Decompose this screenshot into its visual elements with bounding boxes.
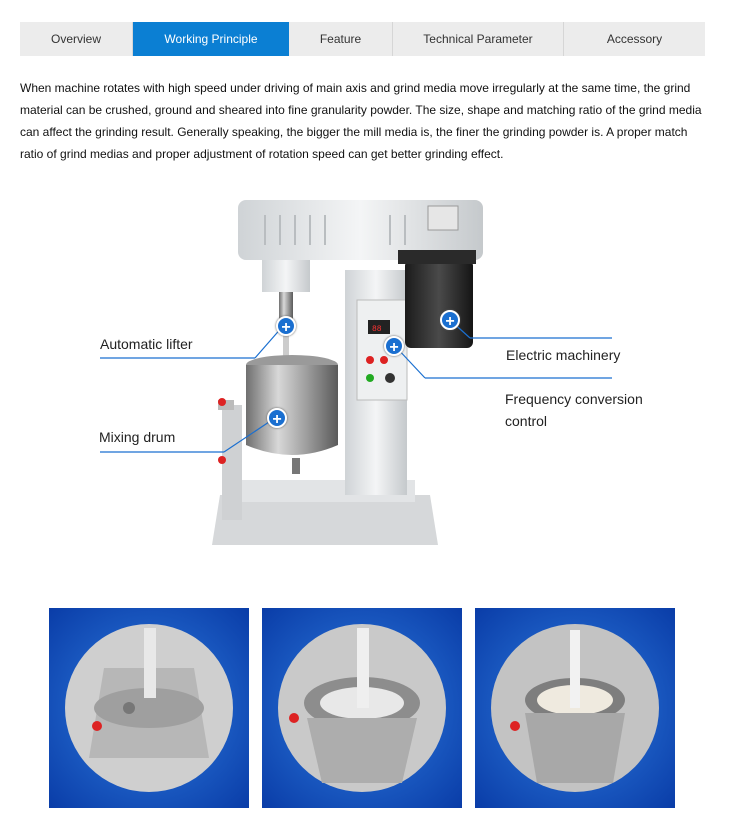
thumbnail-drum-open[interactable] xyxy=(262,608,462,808)
tab-working-principle[interactable]: Working Principle xyxy=(133,22,289,56)
callout-automatic-lifter: Automatic lifter xyxy=(100,336,193,352)
hotspot-automatic-lifter-plus-icon[interactable]: + xyxy=(276,316,296,336)
tab-accessory[interactable]: Accessory xyxy=(606,32,663,46)
hotspot-frequency-control-plus-icon[interactable]: + xyxy=(384,336,404,356)
drum-liner-image xyxy=(475,608,675,808)
tab-technical-parameter[interactable]: Technical Parameter xyxy=(393,22,564,56)
svg-text:88: 88 xyxy=(372,325,382,334)
hotspot-mixing-drum-plus-icon[interactable]: + xyxy=(267,408,287,428)
thumbnail-drum-closed[interactable] xyxy=(49,608,249,808)
drum-lid-image xyxy=(49,608,249,808)
thumbnail-drum-liner[interactable] xyxy=(475,608,675,808)
machine-diagram xyxy=(0,190,738,560)
machine-illustration xyxy=(0,190,738,560)
tab-feature[interactable]: Feature xyxy=(289,22,393,56)
hotspot-electric-machinery-plus-icon[interactable]: + xyxy=(440,310,460,330)
callout-electric-machinery: Electric machinery xyxy=(506,347,621,363)
tab-bar xyxy=(20,22,705,56)
working-principle-text: When machine rotates with high speed under driving of main axis and grind media move irregularly at the same time, the grind material can be crushed, ground and sheared into fine granularity powder. The size, shape and matching ratio of the grind media can affect the grinding result. Generally speaking, the bigger the mill media is, the finer the grinding powder is. A proper match ratio of grind medias and proper adjustment of rotation speed can get better grinding effect. xyxy=(20,81,702,161)
drum-open-image xyxy=(262,608,462,808)
callout-mixing-drum: Mixing drum xyxy=(99,429,176,445)
tab-overview[interactable]: Overview xyxy=(20,22,133,56)
thumbnail-gallery xyxy=(49,608,676,808)
callout-frequency-conversion-control: Frequency conversion control xyxy=(505,391,643,429)
